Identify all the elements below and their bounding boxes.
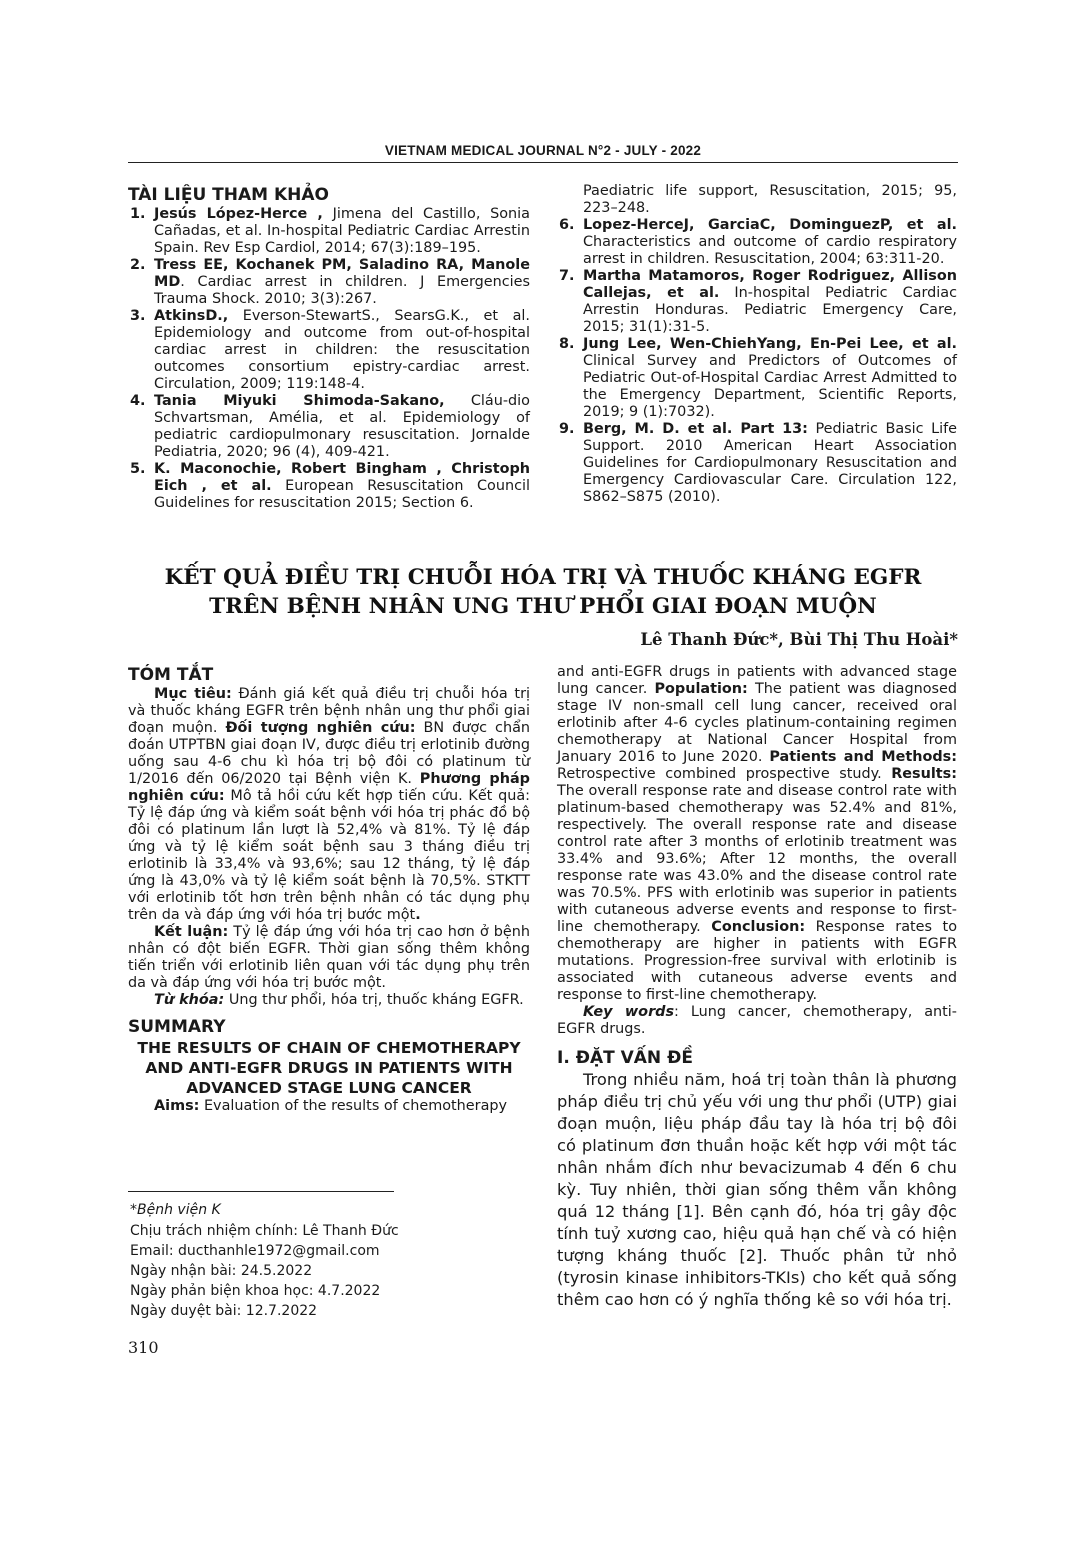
- summary-body: and anti-EGFR drugs in patients with advanced stage lung cancer. Population: The patient was diagnosed stage IV non-small cell lung cancer, received oral erlotinib after 4-6 cycles platinum-containing regimen chemotherapy at National Cancer Hospital from January 2016 to June 2020. Patients and Methods: Retrospective combined prospective study. Results: The overall response rate and disease control rate with platinum-based chemotherapy was 52.4% and 81%, respectively. The overall response rate and disease control rate after 3 months of erlotinib treatment was 33.4% and 93.6%; After 12 months, the overall response rate was 43.0% and the disease control rate was 70.5%. PFS with erlotinib was superior in patients with cutaneous adverse events and response to first-line chemotherapy. Conclusion: Response rates to chemotherapy are higher in patients with EGFR mutations. Progression-free survival with erlotinib is associated with cutaneous adverse events and response to first-line chemotherapy.: [557, 664, 958, 1003]
- reference-text: Cláu-dio Schvartsman, Amélia, et al. Epidemiology of pediatric cardiopulmonary resuscitation. Jornalde Pediatria, 2020; 96 (4), 409-421.: [154, 393, 530, 460]
- reference-text: Jimena del Castillo, Sonia Cañadas, et al. In-hospital Pediatric Cardiac Arrestin Spain. Rev Esp Cardiol, 2014; 67(3):189–195.: [154, 206, 530, 256]
- page-number: 310: [128, 1338, 159, 1357]
- aims-start: Aims: Evaluation of the results of chemotherapy: [154, 1098, 508, 1114]
- key-words-paragraph: Key words: Lung cancer, chemotherapy, anti-EGFR drugs.: [557, 1004, 957, 1037]
- reference-text: Paediatric life support, Resuscitation, 2015; 95, 223–248.: [583, 183, 957, 216]
- footnote-reviewed: Ngày phản biện khoa học: 4.7.2022: [130, 1283, 381, 1299]
- summary-right: [557, 664, 957, 1311]
- intro-heading: I. ĐẶT VẤN ĐỀ: [557, 1048, 693, 1068]
- reference-item: [557, 183, 957, 217]
- footnote-received: Ngày nhận bài: 24.5.2022: [130, 1263, 313, 1279]
- article-title-line2: TRÊN BỆNH NHÂN UNG THƯ PHỔI GIAI ĐOẠN MUỘN: [209, 594, 877, 619]
- reference-item: [128, 308, 530, 393]
- reference-authors: Jesús López-Herce ,: [154, 206, 323, 222]
- reference-number: 3.: [130, 308, 146, 324]
- phuong-phap-label: Phương pháp nghiên cứu:: [128, 771, 530, 804]
- tu-khoa-label: Từ khóa:: [154, 992, 225, 1008]
- intro-paragraph: Trong nhiều năm, hoá trị toàn thân là phương pháp điều trị chủ yếu với ung thư phổi (UTP) giai đoạn muộn, liệu pháp đầu tay là hóa trị bộ đôi có platinum đơn thuần hoặc kết hợp với một tác nhân nhắm đích như bevacizumab 4 đến 6 chu kỳ. Tuy nhiên, thời gian sống thêm vẫn không quá 12 tháng [1]. Bên cạnh đó, hóa trị gây độc tính tuỷ xương cao, hiệu quả hạn chế và có hiện tượng kháng thuốc [2]. Thuốc phân tử nhỏ (tyrosin kinase inhibitors-TKIs) cho kết quả sống thêm cao hơn có ý nghĩa thống kê so với hóa trị.: [557, 1070, 957, 1309]
- ket-luan-label: Kết luận:: [154, 924, 229, 940]
- reference-authors: Lopez-HerceJ, GarciaC, DominguezP, et al.: [583, 217, 957, 233]
- population-label: Population:: [654, 681, 748, 697]
- muc-tieu-label: Mục tiêu:: [154, 686, 232, 702]
- authors: Lê Thanh Đức*, Bùi Thị Thu Hoài*: [640, 630, 958, 649]
- reference-number: 6.: [559, 217, 575, 233]
- reference-number: 8.: [559, 336, 575, 352]
- ket-luan-paragraph: Kết luận: Tỷ lệ đáp ứng với hóa trị cao hơn ở bệnh nhân có đột biến EGFR. Thời gian sống thêm không tiến triển với erlotinib liên quan với tác dụng phụ trên da và đáp ứng với hóa trị bước một.: [128, 924, 530, 991]
- reference-authors: Tress EE, Kochanek PM, Saladino RA, Manole MD: [154, 257, 530, 290]
- header-rule: [128, 162, 958, 163]
- reference-text: Everson-StewartS., SearsG.K., et al. Epidemiology and outcome from out-of-hospital cardiac arrest in children: the resuscitation outcomes consortium epistry-cardiac arrest. Circulation, 2009; 119:148-4.: [154, 308, 530, 392]
- footnote-affiliation: *Bệnh viện K: [130, 1202, 221, 1218]
- reference-item: [128, 461, 530, 512]
- abstract-left: [128, 667, 530, 1115]
- reference-number: 4.: [130, 393, 146, 409]
- reference-item: [557, 421, 957, 506]
- footnote-email: Email: ducthanhle1972@gmail.com: [130, 1243, 380, 1259]
- reference-number: 7.: [559, 268, 575, 284]
- doi-tuong-label: Đối tượng nghiên cứu:: [225, 720, 416, 736]
- tu-khoa-paragraph: Từ khóa: Ung thư phổi, hóa trị, thuốc kháng EGFR.: [154, 992, 524, 1008]
- reference-authors: Tania Miyuki Shimoda-Sakano,: [154, 393, 445, 409]
- reference-text: Characteristics and outcome of cardio respiratory arrest in children. Resuscitation, 2004; 63:311-20.: [583, 234, 957, 267]
- results-label: Results:: [891, 766, 957, 782]
- reference-text: Pediatric Basic Life Support. 2010 American Heart Association Guidelines for Cardiopulmonary Resuscitation and Emergency Cardiovascular Care. Circulation 122, S862–S875 (2010).: [583, 421, 958, 505]
- abstract-vi-body: Mục tiêu: Đánh giá kết quả điều trị chuỗi hóa trị và thuốc kháng EGFR trên bệnh nhân ung thư phổi giai đoạn muộn. Đối tượng nghiên cứu: BN được chẩn đoán UTPTBN giai đoạn IV, được điều trị erlotinib đường uống sau 4-6 chu kì hóa trị bộ đôi có platinum từ 1/2016 đến 06/2020 tại Bệnh viện K. Phương pháp nghiên cứu: Mô tả hồi cứu kết hợp tiến cứu. Kết quả: Tỷ lệ đáp ứng và kiểm soát bệnh với hóa trị phác đồ bộ đôi có platinum lần lượt là 52,4% và 81%. Tỷ lệ đáp ứng và tỷ lệ kiểm soát bệnh sau 3 tháng điều trị erlotinib là 33,4% và 93,6%; sau 12 tháng, tỷ lệ đáp ứng là 43,0% và tỷ lệ kiểm soát bệnh là 70,5%. STKTT với erlotinib tốt hơn trên bệnh nhân có tác dụng phụ trên da và đáp ứng với hóa trị bước một.: [128, 686, 531, 923]
- reference-text: Clinical Survey and Predictors of Outcomes of Pediatric Out-of-Hospital Cardiac Arrest Admitted to the Emergency Department, Scientific Reports, 2019; 9 (1):7032).: [583, 353, 957, 420]
- footnote-accepted: Ngày duyệt bài: 12.7.2022: [130, 1303, 318, 1319]
- key-words-label: Key words: [583, 1004, 675, 1020]
- reference-authors: K. Maconochie, Robert Bingham , Christoph Eich , et al.: [154, 461, 530, 494]
- journal-header: VIETNAM MEDICAL JOURNAL N°2 - JULY - 2022: [384, 143, 702, 158]
- reference-authors: AtkinsD.,: [154, 308, 229, 324]
- footnote-responsible: Chịu trách nhiệm chính: Lê Thanh Đức: [130, 1223, 399, 1239]
- tom-tat-heading: TÓM TẮT: [128, 665, 214, 685]
- reference-number: 5.: [130, 461, 146, 477]
- reference-text: . Cardiac arrest in children. J Emergencies Trauma Shock. 2010; 3(3):267.: [154, 274, 530, 307]
- reference-authors: Jung Lee, Wen-ChiehYang, En-Pei Lee, et al.: [583, 336, 957, 352]
- summary-title: THE RESULTS OF CHAIN OF CHEMOTHERAPY AND ANTI-EGFR DRUGS IN PATIENTS WITH ADVANCED STAGE LUNG CANCER: [137, 1039, 521, 1097]
- reference-item: [557, 268, 957, 336]
- reference-item: [128, 206, 530, 257]
- reference-number: 2.: [130, 257, 146, 273]
- reference-text: European Resuscitation Council Guidelines for resuscitation 2015; Section 6.: [154, 478, 530, 511]
- reference-item: [557, 217, 957, 268]
- reference-item: [128, 257, 530, 308]
- reference-text: In-hospital Pediatric Cardiac Arrestin Honduras. Pediatric Emergency Care, 2015; 31(1):31-5.: [583, 285, 957, 335]
- article-title-line1: KẾT QUẢ ĐIỀU TRỊ CHUỖI HÓA TRỊ VÀ THUỐC KHÁNG EGFR: [164, 565, 922, 590]
- conclusion-label: Conclusion:: [711, 919, 806, 935]
- aims-label: Aims:: [154, 1098, 200, 1114]
- references-right: [557, 183, 957, 506]
- methods-label: Patients and Methods:: [769, 749, 957, 765]
- reference-number: 9.: [559, 421, 575, 437]
- reference-number: 1.: [130, 206, 146, 222]
- reference-authors: Martha Matamoros, Roger Rodriguez, Allison Callejas, et al.: [583, 268, 957, 301]
- reference-item: [128, 393, 530, 461]
- references-left: [128, 187, 530, 512]
- reference-authors: Berg, M. D. et al. Part 13:: [583, 421, 808, 437]
- reference-item: [557, 336, 957, 421]
- footnote-rule: [128, 1191, 394, 1192]
- references-heading: TÀI LIỆU THAM KHẢO: [128, 185, 329, 205]
- summary-heading: SUMMARY: [128, 1017, 226, 1037]
